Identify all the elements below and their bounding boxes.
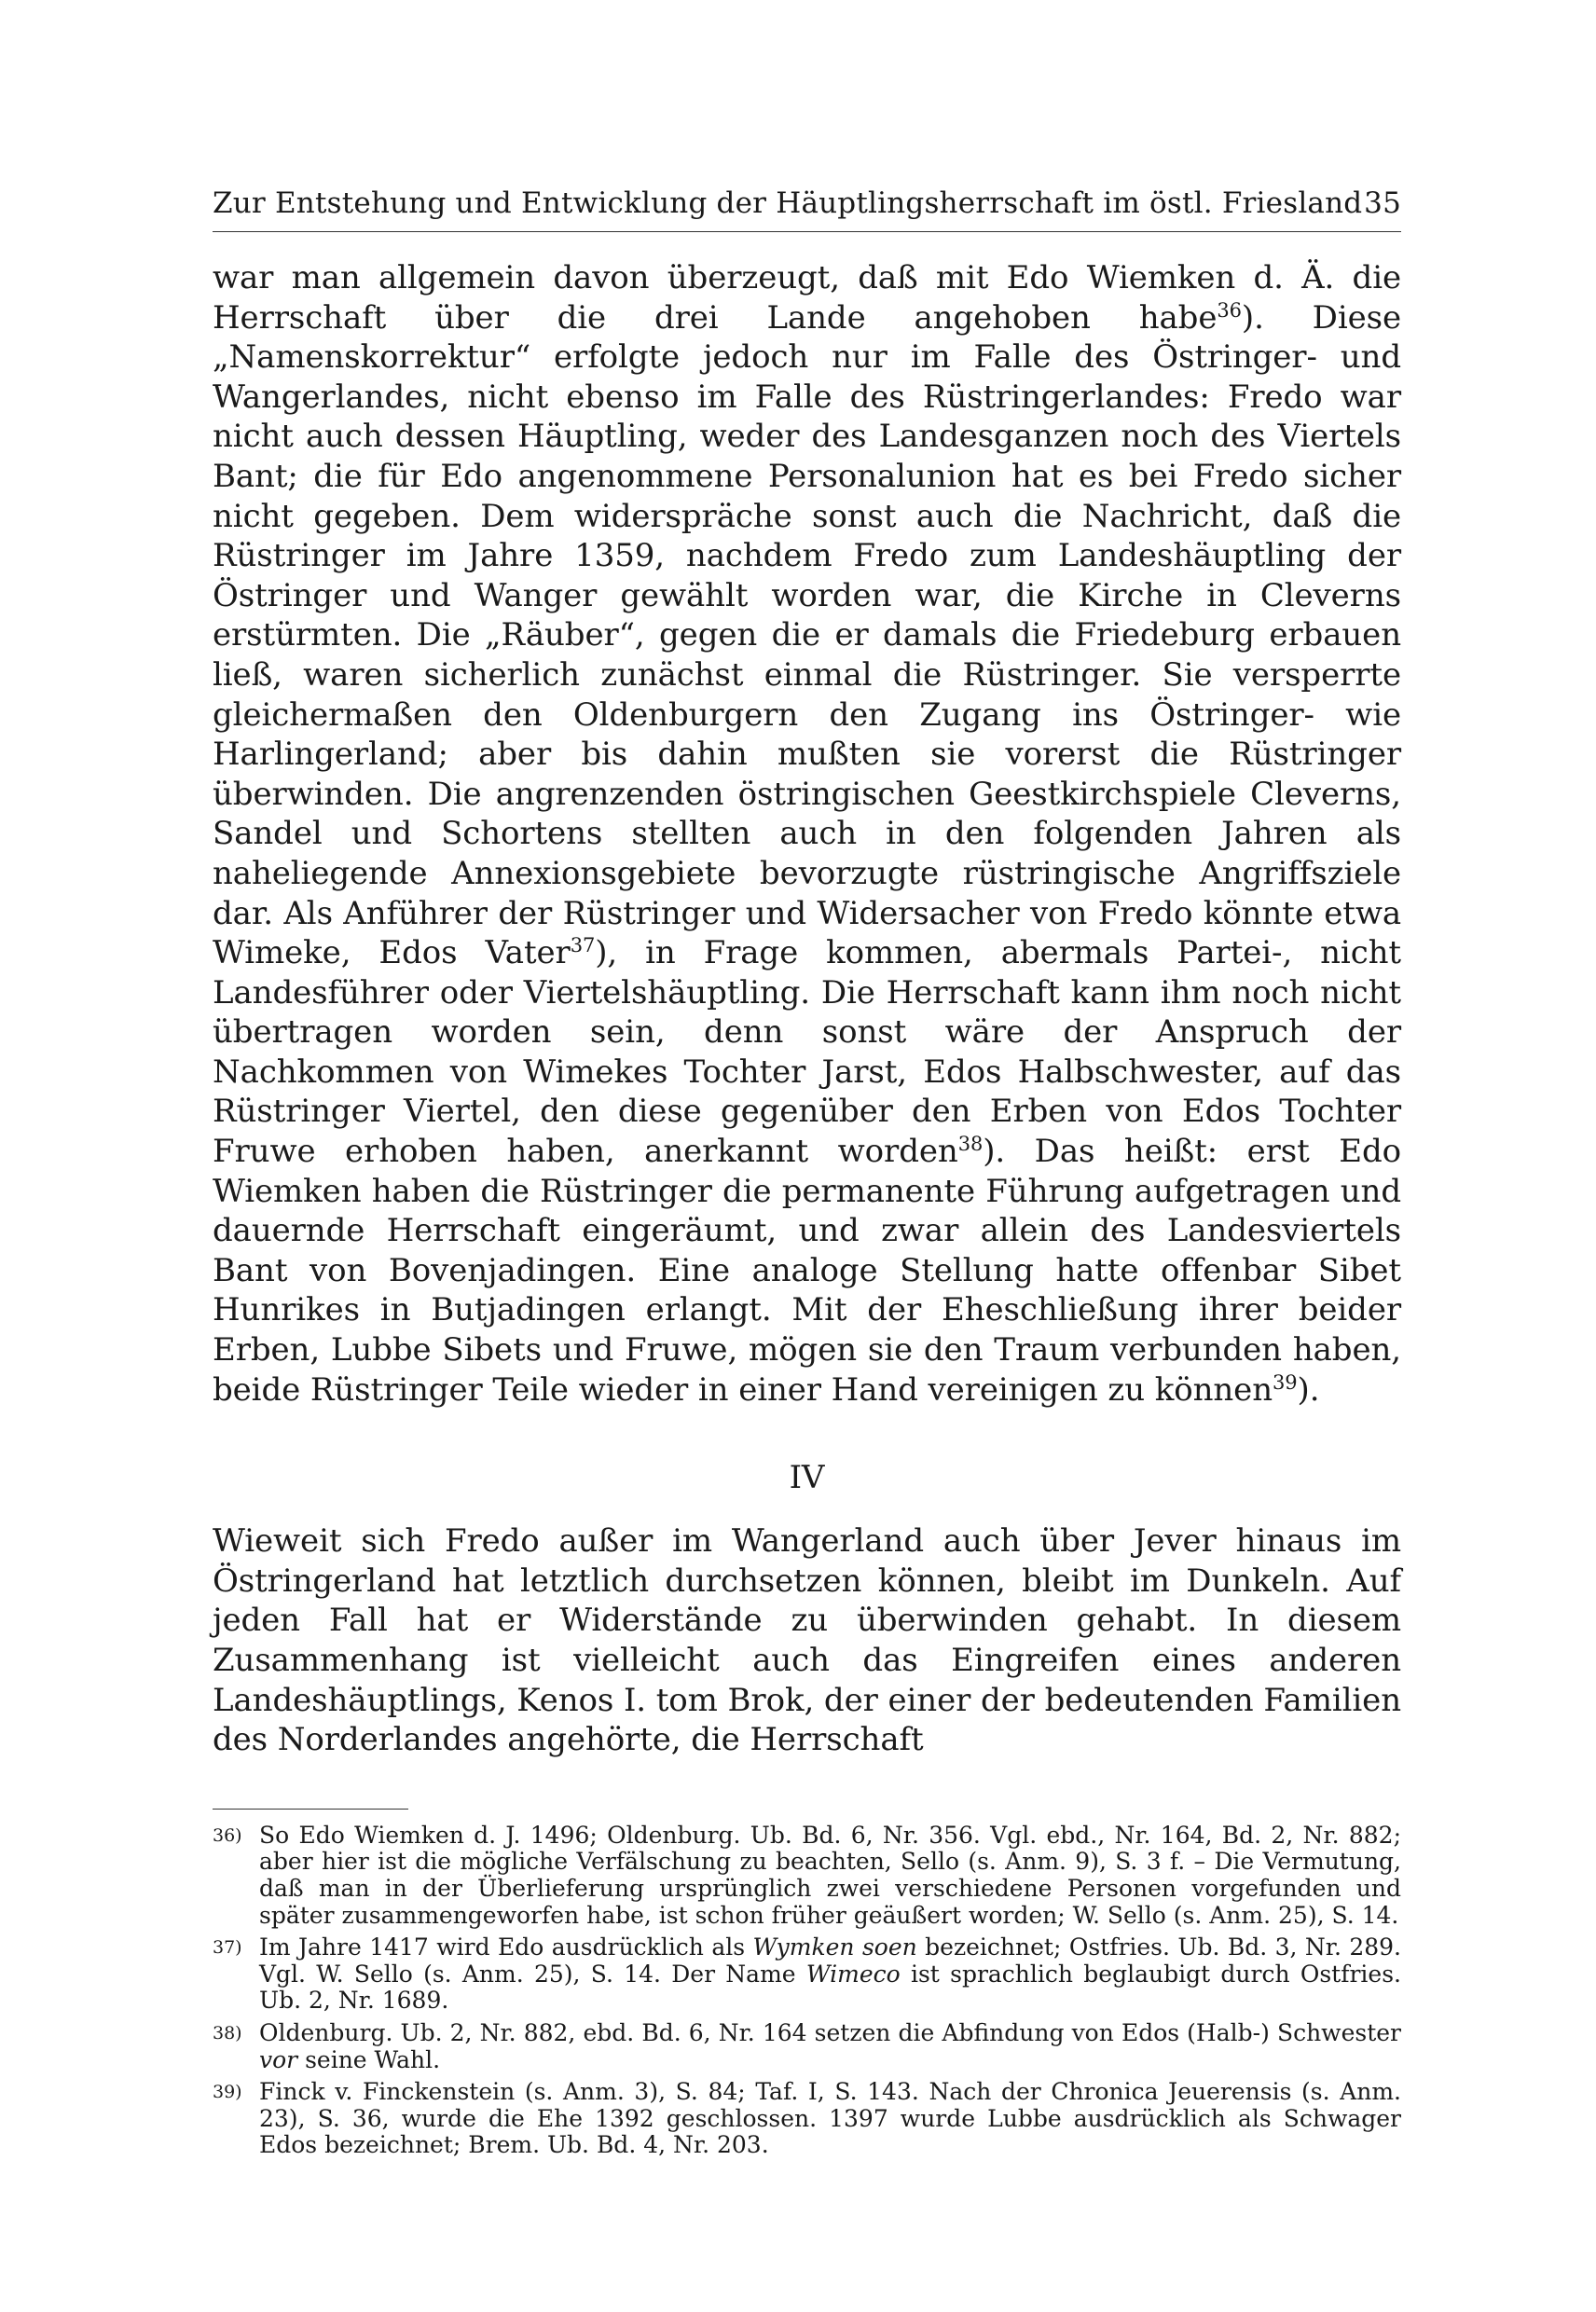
footnote-text: Finck v. Finckenstein (s. Anm. 3), S. 84; Taf. I, S. 143. Nach der Chronica Jeuerensis (s. Anm. 23), S. 36, wurde die Ehe 1392 geschlossen. 1397 wurde Lubbe ausdrücklich als Schwager Edos bezeichnet; Brem. Ub. Bd. 4, Nr. 203. [259,2078,1401,2159]
footnote-38 [213,2020,1401,2073]
footnote-36 [213,1823,1401,1929]
footnote-text: So Edo Wiemken d. J. 1496; Oldenburg. Ub. Bd. 6, Nr. 356. Vgl. ebd., Nr. 164, Bd. 2, Nr. 882; aber hier ist die mögliche Verfälschung zu beachten, Sello (s. Anm. 9), S. 3 f. – Die Vermutung, daß man in der Überlieferung ursprünglich zwei verschiedene Personen vorgefunden und später zusammengeworfen habe, ist schon früher geäußert worden; W. Sello (s. Anm. 25), S. 14. [259,1821,1401,1929]
footnote-italic: vor [259,2045,298,2073]
footnote-39 [213,2079,1401,2159]
running-head [213,185,1401,232]
footnote-ref-39[interactable]: 39 [1273,1370,1298,1394]
footnote-text [259,1934,1401,2015]
paragraph-1-part-1: war man allgemein davon überzeugt, daß mit Edo Wiemken d. Ä. die Herrschaft über die drei Lande angehoben habe [213,259,1401,337]
footnote-number: 38) [213,2022,242,2044]
footnote-text-part: seine Wahl. [297,2045,441,2073]
footnote-ref-38[interactable]: 38 [957,1133,984,1156]
page-number: 35 [1364,186,1401,220]
running-head-title: Zur Entstehung und Entwicklung der Häuptlingsherrschaft im östl. Friesland [213,186,1363,220]
section-heading: IV [789,1459,825,1497]
paragraph-1-part-2: ). Diese „Namenskorrektur“ erfolgte jedoch nur im Falle des Östringer- und Wangerlandes, nicht ebenso im Falle des Rüstringerlandes: Fredo war nicht auch dessen Häuptling, weder des Landesganzen noch des Viertels Bant; die für Edo angenommene Personalunion hat es bei Fredo sicher nicht gegeben. Dem widerspräche sonst auch die Nachricht, daß die Rüstringer im Jahre 1359, nachdem Fredo zum Landeshäuptling der Östringer und Wanger gewählt worden war, die Kirche in Cleverns erstürmten. Die „Räuber“, gegen die er damals die Friedeburg erbauen ließ, waren sicherlich zunächst einmal die Rüstringer. Sie versperrte gleichermaßen den Oldenburgern den Zugang ins Östringer- wie Harlingerland; aber bis dahin mußten sie vorerst die Rüstringer überwinden. Die angrenzenden östringischen Geestkirchspiele Cleverns, Sandel und Schortens stellten auch in den folgenden Jahren als naheliegende Annexionsgebiete bevorzugte rüstringische Angriffsziele dar. Als Anführer der Rüstringer und Widersacher von Fredo könnte etwa Wimeke, Edos Vater [213,298,1402,972]
footnote-text-part: Im Jahre 1417 wird Edo ausdrücklich als [259,1934,753,1961]
footnote-number: 39) [213,2082,242,2103]
footnote-ref-37[interactable]: 37 [570,934,596,957]
paragraph-1-part-3: ), in Frage kommen, abermals Partei-, nicht Landesführer oder Viertelshäuptling. Die Herrschaft kann ihm noch nicht übertragen worden sein, denn sonst wäre der Anspruch der Nachkommen von Wimekes Tochter Jarst, Edos Halbschwester, auf das Rüstringer Viertel, den diese gegenüber den Erben von Edos Tochter Fruwe erhoben haben, anerkannt worden [213,934,1401,1171]
footnote-italic: Wimeco [805,1960,901,1988]
footnote-text [259,2020,1401,2073]
footnote-number: 37) [213,1937,242,1959]
footnote-italic: Wymken soen [752,1934,917,1961]
paragraph-1-part-4: ). Das heißt: erst Edo Wiemken haben die Rüstringer die permanente Führung aufgetragen und dauernde Herrschaft eingeräumt, und zwar allein des Landesviertels Bant von Bovenjadingen. Eine analoge Stellung hatte offenbar Sibet Hunrikes in Butjadingen erlangt. Mit der Eheschließung ihrer beider Erben, Lubbe Sibets und Fruwe, mögen sie den Traum verbunden haben, beide Rüstringer Teile wieder in einer Hand vereinigen zu können [213,1133,1402,1409]
body-text [213,258,1401,1760]
footnote-text-part: bezeichnet; Ostfries. Ub. Bd. 3, Nr. 289. Vgl. W. Sello (s. Anm. 25), S. 14. Der Name [259,1934,1401,1988]
footnote-ref-36[interactable]: 36 [1217,298,1242,322]
footnote-text-part: Oldenburg. Ub. 2, Nr. 882, ebd. Bd. 6, Nr. 164 setzen die Abfindung von Edos (Halb-) Schwester [259,2018,1401,2046]
paragraph-2: Wieweit sich Fredo außer im Wangerland auch über Jever hinaus im Östringerland hat letztlich durchsetzen können, bleibt im Dunkeln. Auf jeden Fall hat er Widerstände zu überwinden gehabt. In diesem Zusammenhang ist vielleicht auch das Eingreifen eines anderen Landeshäuptlings, Kenos I. tom Brok, der einer der bedeutenden Familien des Norderlandes angehörte, die Herrschaft [213,1522,1401,1759]
footnote-number: 36) [213,1824,242,1846]
footnote-text-part: ist sprachlich beglaubigt durch Ostfries. Ub. 2, Nr. 1689. [259,1960,1401,2015]
paragraph-1 [213,258,1401,1410]
paragraph-1-part-5: ). [1297,1370,1320,1409]
page [213,185,1401,2165]
footnote-divider [213,1809,408,1810]
footnote-37 [213,1934,1401,2015]
footnotes [213,1823,1401,2159]
